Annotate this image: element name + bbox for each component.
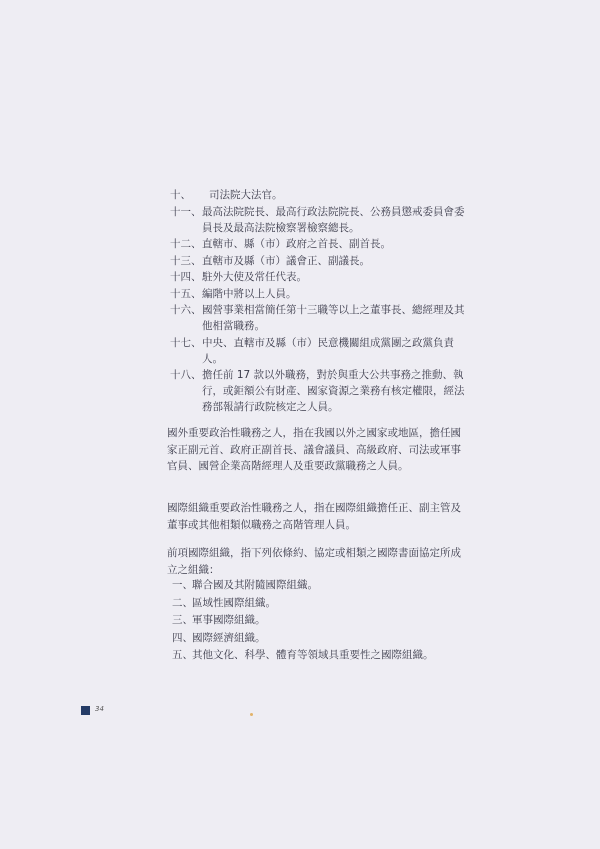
list-item-text: 國際經濟組織。 xyxy=(192,631,266,644)
list-item-text: 國營事業相當簡任第十三職等以上之董事長、總經理及其他相當職務。 xyxy=(202,304,465,332)
scan-speck xyxy=(250,713,253,716)
list-item-text: 最高法院院長、最高行政法院院長、公務員懲戒委員會委員長及最高法院檢察署檢察總長。 xyxy=(202,205,465,234)
list-item xyxy=(172,612,472,629)
list-item-number: 十二、 xyxy=(170,238,202,250)
list-item-text: 編階中將以上人員。 xyxy=(202,287,297,300)
list-item xyxy=(172,577,472,594)
list-item-text: 聯合國及其附隨國際組織。 xyxy=(192,579,318,591)
list-item xyxy=(172,630,472,647)
list-item xyxy=(170,335,470,367)
list-item-number: 五、 xyxy=(172,649,193,661)
list-item-text: 司法院大法官。 xyxy=(209,189,283,201)
list-item-number: 十五、 xyxy=(170,287,202,300)
intl-org-pep-paragraph: 國際組織重要政治性職務之人，指在國際組織擔任正、副主管及董事或其他相類似職務之高階管理人員。 xyxy=(167,502,461,531)
list-item xyxy=(170,204,470,236)
list-item xyxy=(172,595,472,612)
list-item-number: 十、 xyxy=(170,189,191,201)
list-item xyxy=(170,367,470,415)
list-item xyxy=(170,302,470,334)
list-item-text: 中央、直轄市及縣（市）民意機關組成黨團之政黨負責人。 xyxy=(202,336,454,365)
list-item-text: 區域性國際組織。 xyxy=(192,596,276,609)
list-item-number: 十八、 xyxy=(170,369,202,381)
list-item-text: 直轄市及縣（市）議會正、副議長。 xyxy=(202,254,370,267)
intl-org-types-list xyxy=(172,577,472,665)
list-item-text: 駐外大使及常任代表。 xyxy=(202,271,307,283)
official-positions-list xyxy=(170,187,470,416)
list-item xyxy=(170,286,470,302)
list-item-number: 十七、 xyxy=(170,336,202,349)
list-item xyxy=(170,187,470,203)
list-item-text: 擔任前 17 款以外職務，對於與重大公共事務之推動、執行，或鉅額公有財產、國家資源之業務有核定權限，經法務部報請行政院核定之人員。 xyxy=(202,369,465,413)
list-item xyxy=(170,236,470,252)
page-number: 34 xyxy=(95,705,104,713)
list-item-number: 二、 xyxy=(172,596,193,609)
list-item xyxy=(170,253,470,269)
page-marker-square xyxy=(81,706,90,715)
intl-org-definition-paragraph: 前項國際組織，指下列依條約、協定或相類之國際書面協定所成立之組織： xyxy=(167,547,461,576)
list-item-number: 十三、 xyxy=(170,254,202,267)
list-item-text: 其他文化、科學、體育等領域具重要性之國際組織。 xyxy=(192,649,434,661)
list-item-number: 十六、 xyxy=(170,304,202,316)
list-item-number: 十一、 xyxy=(170,205,202,218)
list-item-number: 三、 xyxy=(172,614,193,626)
list-item xyxy=(170,269,470,285)
list-item xyxy=(172,647,472,664)
list-item-number: 十四、 xyxy=(170,271,202,283)
list-item-number: 一、 xyxy=(172,579,193,591)
list-item-text: 直轄市、縣（市）政府之首長、副首長。 xyxy=(202,238,391,250)
list-item-number: 四、 xyxy=(172,631,193,644)
foreign-pep-paragraph: 國外重要政治性職務之人，指在我國以外之國家或地區，擔任國家正副元首、政府正副首長、議會議員、高級政府、司法或軍事官員、國營企業高階經理人及重要政黨職務之人員。 xyxy=(167,427,461,472)
list-item-text: 軍事國際組織。 xyxy=(192,614,266,626)
